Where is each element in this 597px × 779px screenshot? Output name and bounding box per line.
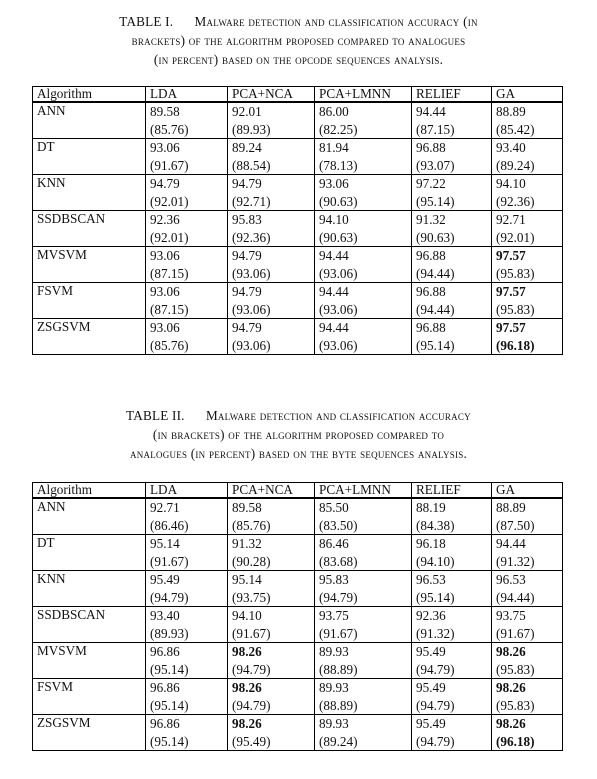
table-row [33,679,563,715]
detection-accuracy: 92.71 [150,500,180,515]
table-2-grid [32,482,563,751]
table-row [33,715,563,751]
detection-accuracy: 86.46 [319,536,349,551]
accuracy-cell [146,211,228,247]
classification-accuracy: (88.89) [319,697,358,713]
table-row [33,247,563,283]
table-1-header-row [33,87,563,103]
algorithm-name: MVSVM [33,247,146,283]
accuracy-cell [315,211,412,247]
detection-accuracy: 94.79 [232,284,262,299]
detection-accuracy: 95.49 [416,680,446,695]
accuracy-cell [492,607,563,643]
classification-accuracy: (93.06) [319,337,358,353]
classification-accuracy: (87.15) [416,121,455,137]
detection-accuracy: 93.40 [150,608,180,623]
accuracy-cell [315,319,412,355]
classification-accuracy: (87.15) [150,301,189,317]
accuracy-cell [315,607,412,643]
accuracy-cell [412,607,492,643]
detection-accuracy: 94.79 [150,176,180,191]
accuracy-cell [146,102,228,139]
algorithm-name: ZSGSVM [33,319,146,355]
classification-accuracy: (94.79) [150,589,189,605]
table-row [33,607,563,643]
classification-accuracy: (87.15) [150,265,189,281]
detection-accuracy: 89.24 [232,140,262,155]
accuracy-cell [492,715,563,751]
column-header-algorithm: Algorithm [33,87,146,103]
classification-accuracy: (93.07) [416,157,455,173]
classification-accuracy: (94.79) [416,733,455,749]
table-1-caption-line: Malware detection and classification accuracy (in [194,14,478,29]
accuracy-cell [492,102,563,139]
detection-accuracy: 98.26 [496,644,526,659]
table-1-caption-line: brackets) of the algorithm proposed compared to analogues [131,33,466,48]
table-1 [0,12,597,69]
accuracy-cell [492,679,563,715]
accuracy-cell [315,715,412,751]
classification-accuracy: (91.67) [319,625,358,641]
detection-accuracy: 97.57 [496,320,526,335]
algorithm-name: KNN [33,571,146,607]
classification-accuracy: (87.50) [496,517,535,533]
accuracy-cell [412,498,492,535]
accuracy-cell [228,715,315,751]
accuracy-cell [315,535,412,571]
accuracy-cell [146,643,228,679]
classification-accuracy: (83.50) [319,517,358,533]
accuracy-cell [492,571,563,607]
detection-accuracy: 93.06 [150,320,180,335]
detection-accuracy: 91.32 [232,536,262,551]
classification-accuracy: (91.67) [496,625,535,641]
accuracy-cell [492,498,563,535]
detection-accuracy: 96.53 [416,572,446,587]
detection-accuracy: 98.26 [232,644,262,659]
detection-accuracy: 96.53 [496,572,526,587]
classification-accuracy: (92.36) [496,193,535,209]
classification-accuracy: (93.06) [319,265,358,281]
classification-accuracy: (94.79) [416,661,455,677]
detection-accuracy: 88.89 [496,500,526,515]
accuracy-cell [315,139,412,175]
classification-accuracy: (95.83) [496,265,535,281]
accuracy-cell [412,715,492,751]
table-row [33,283,563,319]
accuracy-cell [228,283,315,319]
algorithm-name: FSVM [33,283,146,319]
accuracy-cell [228,643,315,679]
classification-accuracy: (91.67) [150,157,189,173]
algorithm-name: DT [33,139,146,175]
detection-accuracy: 94.10 [319,212,349,227]
accuracy-cell [228,175,315,211]
classification-accuracy: (94.10) [416,553,455,569]
algorithm-name: KNN [33,175,146,211]
accuracy-cell [412,643,492,679]
detection-accuracy: 94.44 [496,536,526,551]
accuracy-cell [315,679,412,715]
detection-accuracy: 94.79 [232,176,262,191]
detection-accuracy: 85.50 [319,500,349,515]
detection-accuracy: 89.58 [150,104,180,119]
table-row [33,535,563,571]
classification-accuracy: (91.32) [496,553,535,569]
detection-accuracy: 91.32 [416,212,446,227]
detection-accuracy: 89.58 [232,500,262,515]
classification-accuracy: (89.93) [150,625,189,641]
detection-accuracy: 89.93 [319,644,349,659]
algorithm-name: SSDBSCAN [33,211,146,247]
classification-accuracy: (94.79) [232,661,271,677]
classification-accuracy: (93.06) [232,265,271,281]
accuracy-cell [228,102,315,139]
classification-accuracy: (92.01) [150,193,189,209]
detection-accuracy: 94.10 [496,176,526,191]
classification-accuracy: (91.67) [232,625,271,641]
classification-accuracy: (90.63) [319,193,358,209]
classification-accuracy: (78.13) [319,157,358,173]
column-header: GA [492,87,563,103]
accuracy-cell [228,535,315,571]
classification-accuracy: (92.36) [232,229,271,245]
detection-accuracy: 95.83 [232,212,262,227]
accuracy-cell [146,498,228,535]
column-header: GA [492,483,563,499]
accuracy-cell [146,283,228,319]
column-header: RELIEF [412,87,492,103]
accuracy-cell [492,247,563,283]
detection-accuracy: 93.75 [319,608,349,623]
table-row [33,175,563,211]
algorithm-name: ANN [33,498,146,535]
table-2-caption-line: analogues (in percent) based on the byte sequences analysis. [129,446,468,461]
accuracy-cell [228,319,315,355]
table-2-caption-line: Malware detection and classification accuracy [205,408,471,423]
detection-accuracy: 94.44 [416,104,446,119]
table-row [33,319,563,355]
classification-accuracy: (96.18) [496,733,535,749]
detection-accuracy: 93.40 [496,140,526,155]
detection-accuracy: 95.14 [232,572,262,587]
accuracy-cell [315,102,412,139]
detection-accuracy: 93.06 [319,176,349,191]
classification-accuracy: (91.67) [150,553,189,569]
detection-accuracy: 95.14 [150,536,180,551]
classification-accuracy: (92.01) [496,229,535,245]
classification-accuracy: (95.14) [150,733,189,749]
accuracy-cell [412,211,492,247]
accuracy-cell [412,571,492,607]
accuracy-cell [315,175,412,211]
table-row [33,643,563,679]
accuracy-cell [146,571,228,607]
accuracy-cell [146,175,228,211]
column-header: PCA+LMNN [315,483,412,499]
detection-accuracy: 96.88 [416,140,446,155]
detection-accuracy: 93.06 [150,284,180,299]
classification-accuracy: (95.83) [496,661,535,677]
accuracy-cell [228,211,315,247]
classification-accuracy: (85.76) [232,517,271,533]
classification-accuracy: (90.28) [232,553,271,569]
classification-accuracy: (93.06) [232,301,271,317]
classification-accuracy: (94.79) [232,697,271,713]
detection-accuracy: 98.26 [496,680,526,695]
detection-accuracy: 96.88 [416,320,446,335]
column-header: LDA [146,483,228,499]
accuracy-cell [146,679,228,715]
detection-accuracy: 94.79 [232,248,262,263]
detection-accuracy: 96.86 [150,680,180,695]
accuracy-cell [412,319,492,355]
accuracy-cell [228,139,315,175]
accuracy-cell [492,139,563,175]
table-row [33,571,563,607]
column-header: PCA+NCA [228,87,315,103]
detection-accuracy: 94.44 [319,284,349,299]
detection-accuracy: 98.26 [496,716,526,731]
table-2-label: TABLE II. [126,408,185,423]
accuracy-cell [315,283,412,319]
accuracy-cell [412,679,492,715]
accuracy-cell [146,715,228,751]
detection-accuracy: 96.88 [416,248,446,263]
classification-accuracy: (89.93) [232,121,271,137]
detection-accuracy: 86.00 [319,104,349,119]
table-2-header-row [33,483,563,499]
accuracy-cell [146,139,228,175]
detection-accuracy: 81.94 [319,140,349,155]
classification-accuracy: (85.42) [496,121,535,137]
accuracy-cell [492,211,563,247]
detection-accuracy: 97.22 [416,176,446,191]
classification-accuracy: (95.14) [150,697,189,713]
column-header: RELIEF [412,483,492,499]
classification-accuracy: (94.79) [319,589,358,605]
detection-accuracy: 94.79 [232,320,262,335]
detection-accuracy: 89.93 [319,680,349,695]
detection-accuracy: 93.75 [496,608,526,623]
accuracy-cell [315,498,412,535]
algorithm-name: DT [33,535,146,571]
classification-accuracy: (84.38) [416,517,455,533]
column-header-algorithm: Algorithm [33,483,146,499]
detection-accuracy: 97.57 [496,248,526,263]
accuracy-cell [315,571,412,607]
algorithm-name: ZSGSVM [33,715,146,751]
classification-accuracy: (83.68) [319,553,358,569]
classification-accuracy: (92.01) [150,229,189,245]
classification-accuracy: (88.89) [319,661,358,677]
algorithm-name: FSVM [33,679,146,715]
classification-accuracy: (89.24) [319,733,358,749]
detection-accuracy: 89.93 [319,716,349,731]
detection-accuracy: 92.36 [150,212,180,227]
detection-accuracy: 96.86 [150,644,180,659]
detection-accuracy: 96.18 [416,536,446,551]
algorithm-name: SSDBSCAN [33,607,146,643]
detection-accuracy: 98.26 [232,716,262,731]
column-header: PCA+LMNN [315,87,412,103]
algorithm-name: ANN [33,102,146,139]
detection-accuracy: 94.44 [319,248,349,263]
accuracy-cell [492,175,563,211]
classification-accuracy: (82.25) [319,121,358,137]
accuracy-cell [492,643,563,679]
accuracy-cell [412,535,492,571]
table-2-caption-line: (in brackets) of the algorithm proposed compared to [152,427,445,442]
table-1-caption [10,12,587,69]
accuracy-cell [228,679,315,715]
classification-accuracy: (95.14) [416,589,455,605]
table-row [33,498,563,535]
classification-accuracy: (91.32) [416,625,455,641]
detection-accuracy: 88.19 [416,500,446,515]
classification-accuracy: (95.14) [416,193,455,209]
table-1-grid [32,86,563,355]
column-header: PCA+NCA [228,483,315,499]
table-1-label: TABLE I. [119,14,174,29]
accuracy-cell [146,607,228,643]
accuracy-cell [412,102,492,139]
classification-accuracy: (85.76) [150,121,189,137]
classification-accuracy: (94.44) [496,589,535,605]
accuracy-cell [228,247,315,283]
accuracy-cell [412,139,492,175]
accuracy-cell [492,319,563,355]
detection-accuracy: 92.36 [416,608,446,623]
classification-accuracy: (95.83) [496,697,535,713]
detection-accuracy: 95.49 [150,572,180,587]
detection-accuracy: 92.01 [232,104,262,119]
classification-accuracy: (89.24) [496,157,535,173]
accuracy-cell [492,535,563,571]
accuracy-cell [228,571,315,607]
classification-accuracy: (90.63) [416,229,455,245]
accuracy-cell [412,283,492,319]
classification-accuracy: (92.71) [232,193,271,209]
table-1-caption-line: (in percent) based on the opcode sequences analysis. [153,52,444,67]
classification-accuracy: (93.06) [232,337,271,353]
accuracy-cell [412,247,492,283]
classification-accuracy: (90.63) [319,229,358,245]
table-2-caption [10,406,587,463]
classification-accuracy: (95.14) [150,661,189,677]
accuracy-cell [412,175,492,211]
detection-accuracy: 95.49 [416,716,446,731]
accuracy-cell [228,607,315,643]
detection-accuracy: 94.44 [319,320,349,335]
detection-accuracy: 94.10 [232,608,262,623]
classification-accuracy: (95.14) [416,337,455,353]
classification-accuracy: (95.83) [496,301,535,317]
detection-accuracy: 97.57 [496,284,526,299]
classification-accuracy: (94.44) [416,301,455,317]
classification-accuracy: (86.46) [150,517,189,533]
table-row [33,102,563,139]
table-2 [0,406,597,463]
accuracy-cell [146,535,228,571]
detection-accuracy: 96.88 [416,284,446,299]
detection-accuracy: 95.49 [416,644,446,659]
classification-accuracy: (93.06) [319,301,358,317]
column-header: LDA [146,87,228,103]
accuracy-cell [146,319,228,355]
detection-accuracy: 92.71 [496,212,526,227]
detection-accuracy: 96.86 [150,716,180,731]
detection-accuracy: 93.06 [150,140,180,155]
table-row [33,211,563,247]
accuracy-cell [315,643,412,679]
classification-accuracy: (93.75) [232,589,271,605]
classification-accuracy: (88.54) [232,157,271,173]
classification-accuracy: (95.49) [232,733,271,749]
detection-accuracy: 98.26 [232,680,262,695]
accuracy-cell [315,247,412,283]
classification-accuracy: (85.76) [150,337,189,353]
accuracy-cell [228,498,315,535]
accuracy-cell [492,283,563,319]
detection-accuracy: 95.83 [319,572,349,587]
classification-accuracy: (94.44) [416,265,455,281]
accuracy-cell [146,247,228,283]
algorithm-name: MVSVM [33,643,146,679]
table-row [33,139,563,175]
classification-accuracy: (94.79) [416,697,455,713]
classification-accuracy: (96.18) [496,337,535,353]
detection-accuracy: 88.89 [496,104,526,119]
detection-accuracy: 93.06 [150,248,180,263]
